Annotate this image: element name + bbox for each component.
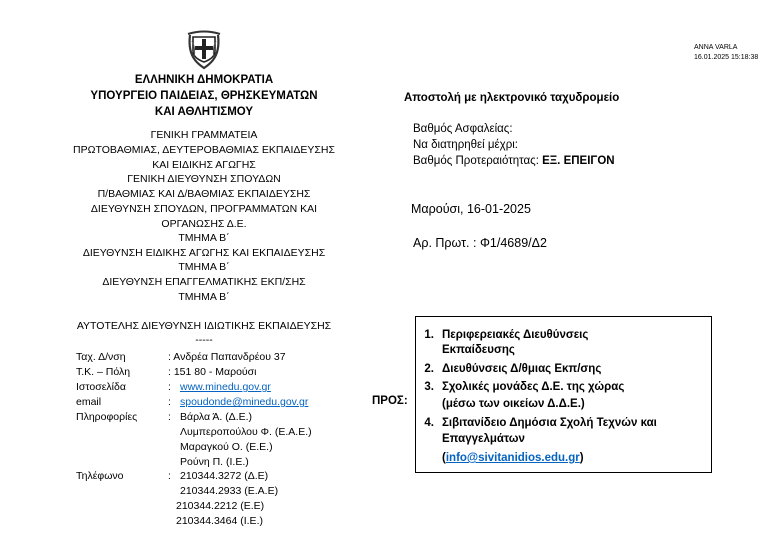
user-stamp: ANNA VARLA (694, 44, 738, 51)
dept-line: ΠΡΩΤΟΒΑΘΜΙΑΣ, ΔΕΥΤΕΡΟΒΑΘΜΙΑΣ ΕΚΠΑΙΔΕΥΣΗΣ (73, 144, 335, 156)
postal-label: Τ.Κ. – Πόλη (76, 366, 131, 378)
email-link[interactable]: spoudonde@minedu.gov.gr (180, 396, 309, 408)
dept-line: ΓΕΝΙΚΗ ΔΙΕΥΘΥΝΣΗ ΣΠΟΥΔΩΝ (127, 173, 281, 185)
dept-line: ΚΑΙ ΕΙΔΙΚΗΣ ΑΓΩΓΗΣ (152, 159, 256, 171)
priority-line (413, 153, 615, 169)
delivery-method: Αποστολή με ηλεκτρονικό ταχυδρομείο (404, 92, 620, 104)
recipients-box: 1. Περιφερειακές Διευθύνσεις Εκπαίδευσης 2. Διευθύνσεις Δ/θμιας Εκπ/σης 3. Σχολικές μονάδες Δ.Ε. της χώρας (μέσω των οικείων Δ.Δ.Ε.) 4. Σιβιτανίδειο Δημόσια Σχολή Τεχνών και Επαγγελμάτων (info@sivitanidios.edu.gr) (415, 316, 712, 473)
phone-number: 210344.2212 (Ε.Ε) (176, 500, 265, 512)
ministry-line-1: ΥΠΟΥΡΓΕΙΟ ΠΑΙΔΕΙΑΣ, ΘΡΗΣΚΕΥΜΑΤΩΝ (90, 90, 318, 102)
recipient-item-cont: Επαγγελμάτων (442, 433, 525, 445)
dept-line: ΓΕΝΙΚΗ ΓΡΑΜΜΑΤΕΙΑ (150, 129, 258, 141)
info-label: Πληροφορίες (76, 411, 138, 423)
recipient-email-line: (info@sivitanidios.edu.gr) (442, 452, 584, 464)
greek-coat-of-arms-icon (184, 27, 224, 71)
republic-title: ΕΛΛΗΝΙΚΗ ΔΗΜΟΚΡΑΤΙΑ (134, 74, 274, 86)
ministry-line-2: ΚΑΙ ΑΘΛΗΤΙΣΜΟΥ (154, 106, 254, 118)
priority-value: ΕΞ. ΕΠΕΙΓΟΝ (542, 155, 615, 167)
dept-line: ΤΜΗΜΑ Β΄ (178, 232, 230, 244)
private-ed-dashes: ----- (195, 334, 213, 346)
website-link[interactable]: www.minedu.gov.gr (180, 381, 271, 393)
phone-number: 210344.2933 (Ε.Α.Ε) (180, 485, 279, 497)
recipient-email-link[interactable]: info@sivitanidios.edu.gr (445, 452, 580, 464)
protocol-number: Αρ. Πρωτ. : Φ1/4689/Δ2 (413, 236, 547, 250)
recipient-item-cont: (μέσω των οικείων Δ.Δ.Ε.) (442, 398, 585, 410)
dept-line: ΔΙΕΥΘΥΝΣΗ ΣΠΟΥΔΩΝ, ΠΡΟΓΡΑΜΜΑΤΩΝ ΚΑΙ (90, 203, 318, 215)
phone-number: 210344.3272 (Δ.Ε) (180, 470, 269, 482)
recipient-item-cont: Εκπαίδευσης (442, 344, 515, 356)
retain-until-label: Να διατηρηθεί μέχρι: (413, 139, 518, 151)
info-person: Λυμπεροπούλου Φ. (Ε.Α.Ε.) (180, 426, 312, 438)
postal-value: : 151 80 - Μαρούσι (168, 366, 257, 378)
address-label: Ταχ. Δ/νση (76, 351, 126, 363)
info-person: Βάρλα Ά. (Δ.Ε.) (180, 411, 253, 423)
dept-line: ΤΜΗΜΑ Β΄ (178, 261, 230, 273)
website-colon: : (168, 381, 171, 393)
private-ed-title: ΑΥΤΟΤΕΛΗΣ ΔΙΕΥΘΥΝΣΗ ΙΔΙΩΤΙΚΗΣ ΕΚΠΑΙΔΕΥΣΗΣ (76, 320, 332, 332)
phone-label: Τηλέφωνο (76, 470, 124, 482)
stamp-datetime: 16.01.2025 15:18:38 (694, 54, 759, 61)
info-person: Μαραγκού Ο. (Ε.Ε.) (180, 441, 273, 453)
website-label: Ιστοσελίδα (76, 381, 126, 393)
email-label: email (76, 396, 102, 408)
dept-line: ΤΜΗΜΑ Β΄ (178, 291, 230, 303)
phone-number: 210344.3464 (Ι.Ε.) (176, 515, 263, 527)
priority-label: Βαθμός Προτεραιότητας: (413, 155, 539, 167)
phone-colon: : (168, 470, 171, 482)
info-colon: : (168, 411, 171, 423)
address-value: : Ανδρέα Παπανδρέου 37 (168, 351, 286, 363)
dept-line: ΔΙΕΥΘΥΝΣΗ ΕΙΔΙΚΗΣ ΑΓΩΓΗΣ ΚΑΙ ΕΚΠΑΙΔΕΥΣΗΣ (82, 247, 326, 259)
document-date: Μαρούσι, 16-01-2025 (411, 202, 531, 216)
security-level-label: Βαθμός Ασφαλείας: (413, 123, 513, 135)
to-label: ΠΡΟΣ: (372, 395, 408, 407)
info-person: Ρούνη Π. (Ι.Ε.) (180, 456, 249, 468)
dept-line: ΟΡΓΑΝΩΣΗΣ Δ.Ε. (161, 218, 247, 230)
email-colon: : (168, 396, 171, 408)
dept-line: Π/ΒΑΘΜΙΑΣ ΚΑΙ Δ/ΒΑΘΜΙΑΣ ΕΚΠΑΙΔΕΥΣΗΣ (97, 188, 311, 200)
dept-line: ΔΙΕΥΘΥΝΣΗ ΕΠΑΓΓΕΛΜΑΤΙΚΗΣ ΕΚΠ/ΣΗΣ (102, 276, 306, 288)
